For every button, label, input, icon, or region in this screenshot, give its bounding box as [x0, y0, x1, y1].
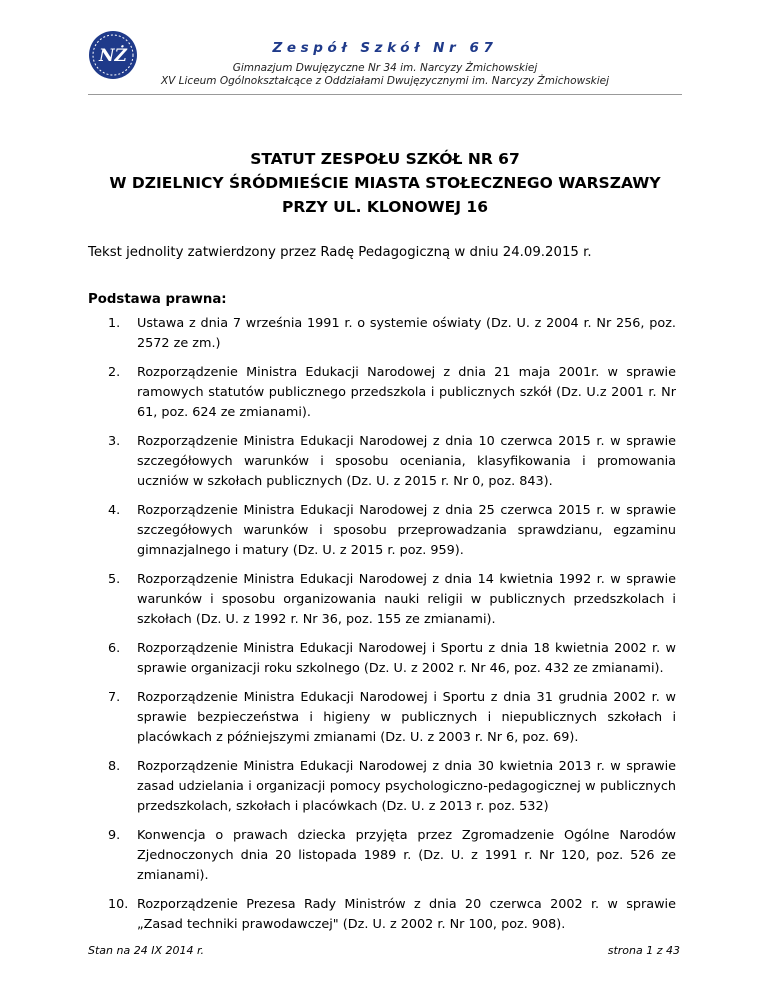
title-line-3: PRZY UL. KLONOWEJ 16 [282, 198, 488, 216]
footer-date: Stan na 24 IX 2014 r. [88, 944, 204, 957]
list-item-number: 2. [108, 365, 121, 380]
list-item [108, 895, 676, 935]
header-divider [88, 94, 682, 95]
list-item-number: 10. [108, 897, 129, 912]
list-item [108, 570, 676, 630]
list-item-number: 3. [108, 434, 121, 449]
list-item-number: 4. [108, 503, 121, 518]
school-name: Zespół Szkół Nr 67 [272, 40, 498, 56]
list-item-text: Rozporządzenie Ministra Edukacji Narodowej z dnia 30 kwietnia 2013 r. w sprawie zasad udzielania i organizacji pomocy psychologiczno-pedagogicznej w publicznych przedszkolach, szkołach i placówkach (Dz. U. z 2013 r. poz. 532) [137, 759, 676, 814]
page-number: strona 1 z 43 [607, 944, 680, 957]
list-item-text: Konwencja o prawach dziecka przyjęta przez Zgromadzenie Ogólne Narodów Zjednoczonych dnia 20 listopada 1989 r. (Dz. U. z 1991 r. Nr 120, poz. 526 ze zmianami). [137, 828, 676, 883]
list-item [108, 432, 676, 492]
logo-monogram: NŻ [99, 46, 127, 66]
legal-basis-heading: Podstawa prawna: [88, 292, 227, 307]
list-item-text: Rozporządzenie Prezesa Rady Ministrów z dnia 20 czerwca 2002 r. w sprawie „Zasad techniki prawodawczej" (Dz. U. z 2002 r. Nr 100, poz. 908). [137, 897, 676, 932]
list-item-text: Rozporządzenie Ministra Edukacji Narodowej i Sportu z dnia 31 grudnia 2002 r. w sprawie bezpieczeństwa i higieny w publicznych i niepublicznych szkołach i placówkach z późniejszymi zmianami (Dz. U. z 2003 r. Nr 6, poz. 69). [137, 690, 676, 745]
list-item-number: 7. [108, 690, 121, 705]
document-header [88, 28, 682, 100]
intro-text: Tekst jednolity zatwierdzony przez Radę Pedagogiczną w dniu 24.09.2015 r. [88, 245, 592, 260]
list-item [108, 639, 676, 679]
list-item [108, 688, 676, 748]
list-item-text: Rozporządzenie Ministra Edukacji Narodowej z dnia 10 czerwca 2015 r. w sprawie szczegółowych warunków i sposobu oceniania, klasyfikowania i promowania uczniów w szkołach publicznych (Dz. U. z 2015 r. Nr 0, poz. 843). [137, 434, 676, 489]
list-item-text: Rozporządzenie Ministra Edukacji Narodowej z dnia 25 czerwca 2015 r. w sprawie szczegółowych warunków i sposobu przeprowadzania sprawdzianu, egzaminu gimnazjalnego i matury (Dz. U. z 2015 r. poz. 959). [137, 503, 676, 558]
list-item-number: 9. [108, 828, 121, 843]
list-item-text: Ustawa z dnia 7 września 1991 r. o systemie oświaty (Dz. U. z 2004 r. Nr 256, poz. 2572 ze zm.) [137, 316, 676, 351]
list-item-text: Rozporządzenie Ministra Edukacji Narodowej z dnia 14 kwietnia 1992 r. w sprawie warunków i sposobu organizowania nauki religii w publicznych przedszkolach i szkołach (Dz. U. z 1992 r. Nr 36, poz. 155 ze zmianami). [137, 572, 676, 627]
title-line-1: STATUT ZESPOŁU SZKÓŁ NR 67 [250, 150, 520, 168]
list-item-number: 5. [108, 572, 121, 587]
header-subtitle-1: Gimnazjum Dwujęzyczne Nr 34 im. Narcyzy Żmichowskiej [232, 62, 538, 74]
list-item [108, 826, 676, 886]
list-item [108, 757, 676, 817]
list-item-text: Rozporządzenie Ministra Edukacji Narodowej i Sportu z dnia 18 kwietnia 2002 r. w sprawie organizacji roku szkolnego (Dz. U. z 2002 r. Nr 46, poz. 432 ze zmianami). [137, 641, 676, 676]
list-item-number: 6. [108, 641, 121, 656]
legal-basis-list [108, 314, 676, 944]
list-item [108, 363, 676, 423]
list-item [108, 501, 676, 561]
title-line-2: W DZIELNICY ŚRÓDMIEŚCIE MIASTA STOŁECZNEGO WARSZAWY [109, 174, 661, 192]
list-item-number: 8. [108, 759, 121, 774]
document-title [88, 147, 682, 219]
header-subtitle-2: XV Liceum Ogólnokształcące z Oddziałami Dwujęzycznymi im. Narcyzy Żmichowskiej [160, 75, 610, 87]
list-item-number: 1. [108, 316, 121, 331]
list-item [108, 314, 676, 354]
list-item-text: Rozporządzenie Ministra Edukacji Narodowej z dnia 21 maja 2001r. w sprawie ramowych statutów publicznego przedszkola i publicznych szkół (Dz. U.z 2001 r. Nr 61, poz. 624 ze zmianami). [137, 365, 676, 420]
